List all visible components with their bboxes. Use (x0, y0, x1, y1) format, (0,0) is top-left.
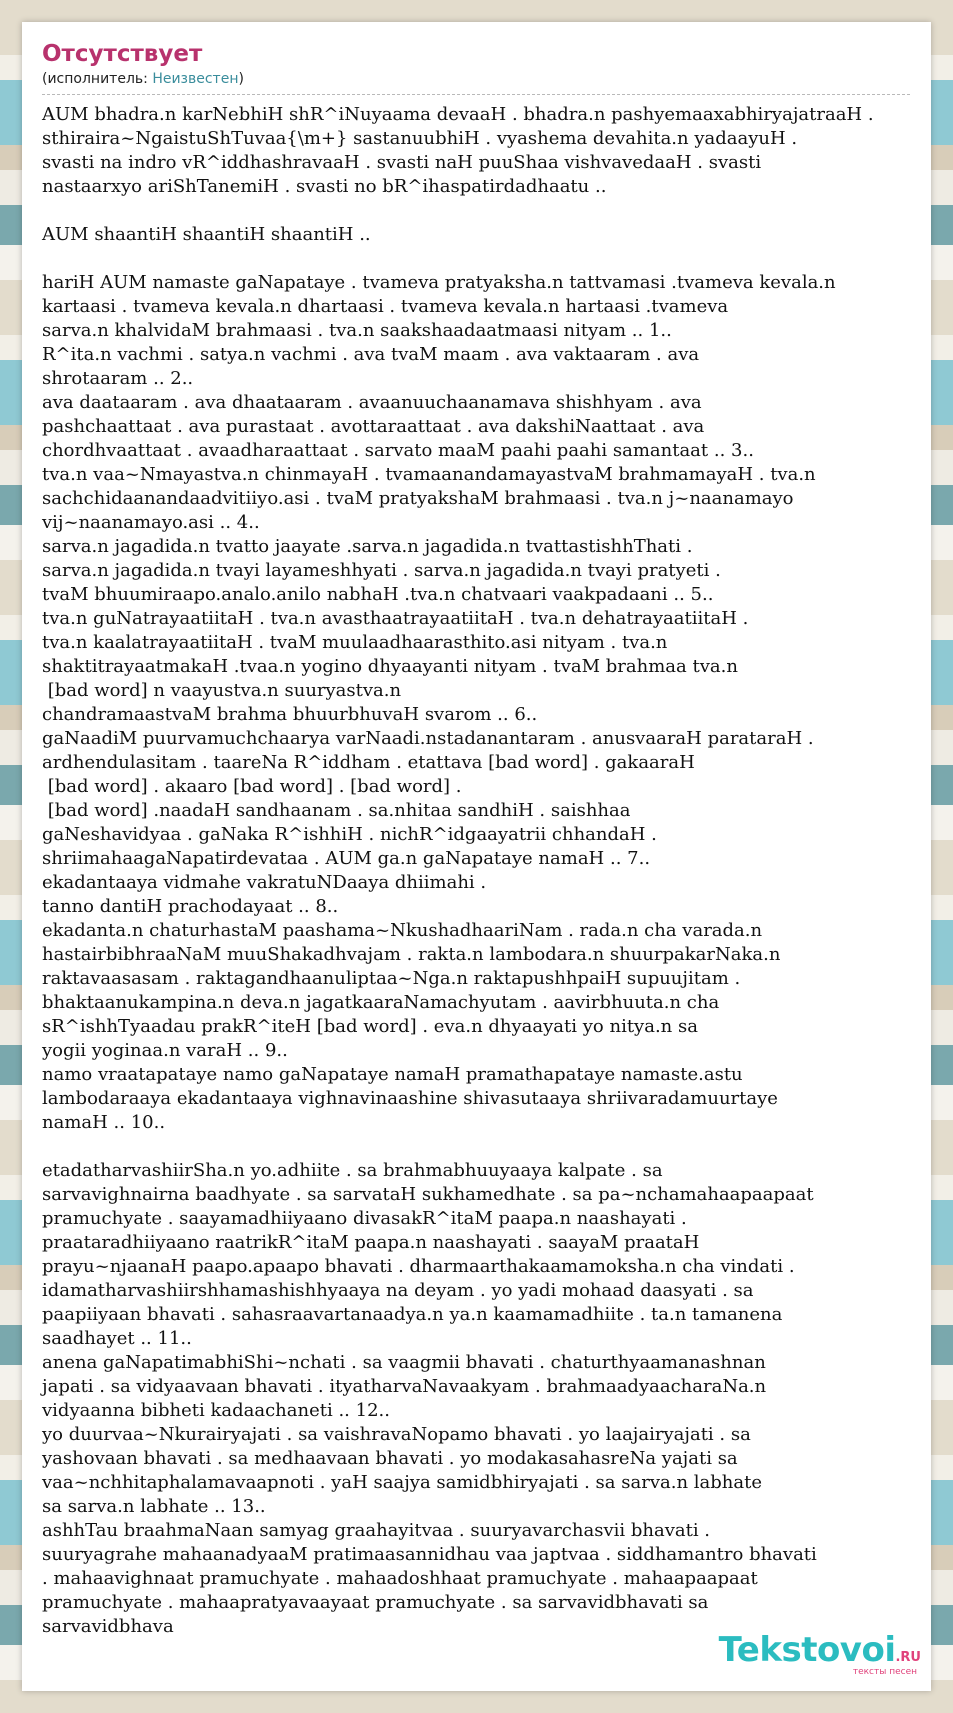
logo-name: Tekstovoi (718, 1630, 896, 1670)
artist-line (42, 70, 910, 95)
logo-tagline: тексты песен (852, 1667, 917, 1677)
artist-suffix: ) (238, 71, 244, 87)
artist-prefix: (исполнитель: (42, 71, 153, 87)
site-logo[interactable] (718, 1630, 921, 1677)
song-title: Отсутствует (42, 41, 203, 67)
lyrics-text: AUM bhadra.n karNebhiH shR^iNuyaama devaaH . bhadra.n pashyemaaxabhiryajatraaH . sthiraira~NgaistuShTuvaa{\m+} sastanuubhiH . vyashema devahita.n yadaayuH . svasti na indro vR^iddhashravaaH . svasti naH puuShaa vishvavedaaH . svasti nastaarxyo ariShTanemiH . svasti no bR^ihaspatirdadhaatu .. AUM shaantiH shaantiH shaantiH .. hariH AUM namaste gaNapataye . tvameva pratyaksha.n tattvamasi .tvameva kevala.n kartaasi . tvameva kevala.n dhartaasi . tvameva kevala.n hartaasi .tvameva sarva.n khalvidaM brahmaasi . tva.n saakshaadaatmaasi nityam .. 1.. R^ita.n vachmi . satya.n vachmi . ava tvaM maam . ava vaktaaram . ava shrotaaram .. 2.. ava daataaram . ava dhaataaram . avaanuuchaanamava shishhyam . ava pashchaattaat . ava purastaat . avottaraattaat . ava dakshiNaattaat . ava chordhvaattaat . avaadharaattaat . sarvato maaM paahi paahi samantaat .. 3.. tva.n vaa~Nmayastva.n chinmayaH . tvamaanandamayastvaM brahmamayaH . tva.n sachchidaanandaadvitiiyo.asi . tvaM pratyakshaM brahmaasi . tva.n j~naanamayo vij~naanamayo.asi .. 4.. sarva.n jagadida.n tvatto jaayate .sarva.n jagadida.n tvattastishhThati . sarva.n jagadida.n tvayi layameshhyati . sarva.n jagadida.n tvayi pratyeti . tvaM bhuumiraapo.analo.anilo nabhaH .tva.n chatvaari vaakpadaani .. 5.. tva.n guNatrayaatiitaH . tva.n avasthaatrayaatiitaH . tva.n dehatrayaatiitaH . tva.n kaalatrayaatiitaH . tvaM muulaadhaarasthito.asi nityam . tva.n shaktitrayaatmakaH .tvaa.n yogino dhyaayanti nityam . tvaM brahmaa tva.n [bad word] n vaayustva.n suuryastva.n chandramaastvaM brahma bhuurbhuvaH svarom .. 6.. gaNaadiM puurvamuchchaarya varNaadi.nstadanantaram . anusvaaraH parataraH . ardhendulasitam . taareNa R^iddham . etattava [bad word] . gakaaraH [bad word] . akaaro [bad word] . [bad word] . [bad word] .naadaH sandhaanam . sa.nhitaa sandhiH . saishhaa gaNeshavidyaa . gaNaka R^ishhiH . nichR^idgaayatrii chhandaH . shriimahaagaNapatirdevataa . AUM ga.n gaNapataye namaH .. 7.. ekadantaaya vidmahe vakratuNDaaya dhiimahi . tanno dantiH prachodayaat .. 8.. ekadanta.n chaturhastaM paashama~NkushadhaariNam . rada.n cha varada.n hastairbibhraaNaM muuShakadhvajam . rakta.n lambodara.n shuurpakarNaka.n raktavaasasam . raktagandhaanuliptaa~Nga.n raktapushhpaiH supuujitam . bhaktaanukampina.n deva.n jagatkaaraNamachyutam . aavirbhuuta.n cha sR^ishhTyaadau prakR^iteH [bad word] . eva.n dhyaayati yo nitya.n sa yogii yoginaa.n varaH .. 9.. namo vraatapataye namo gaNapataye namaH pramathapataye namaste.astu lambodaraaya ekadantaaya vighnavinaashine shivasutaaya shriivaradamuurtaye namaH .. 10.. etadatharvashiirSha.n yo.adhiite . sa brahmabhuuyaaya kalpate . sa sarvavighnairna baadhyate . sa sarvataH sukhamedhate . sa pa~nchamahaapaapaat pramuchyate . saayamadhiiyaano divasakR^itaM paapa.n naashayati . praataradhiiyaano raatrikR^itaM paapa.n naashayati . saayaM praataH prayu~njaanaH paapo.apaapo bhavati . dharmaarthakaamamoksha.n cha vindati . idamatharvashiirshhamashishhyaaya na deyam . yo yadi mohaad daasyati . sa paapiiyaan bhavati . sahasraavartanaadya.n ya.n kaamamadhiite . ta.n tamanena saadhayet .. 11.. anena gaNapatimabhiShi~nchati . sa vaagmii bhavati . chaturthyaamanashnan japati . sa vidyaavaan bhavati . ityatharvaNavaakyam . brahmaadyaacharaNa.n vidyaanna bibheti kadaachaneti .. 12.. yo duurvaa~Nkurairyajati . sa vaishravaNopamo bhavati . yo laajairyajati . sa yashovaan bhavati . sa medhaavaan bhavati . yo modakasahasreNa yajati sa vaa~nchhitaphalamavaapnoti . yaH saajya samidbhiryajati . sa sarva.n labhate sa sarva.n labhate .. 13.. ashhTau braahmaNaan samyag graahayitvaa . suuryavarchasvii bhavati . suuryagrahe mahaanadyaaM pratimaasannidhau vaa japtvaa . siddhamantro bhavati . mahaavighnaat pramuchyate . mahaadoshhaat pramuchyate . mahaapaapaat pramuchyate . mahaapratyavaayaat pramuchyate . sa sarvavidbhavati sa sarvavidbhava (42, 104, 874, 1637)
artist-link[interactable]: Неизвестен (152, 71, 239, 87)
lyrics-card (22, 22, 931, 1691)
logo-tld: .RU (895, 1650, 921, 1665)
